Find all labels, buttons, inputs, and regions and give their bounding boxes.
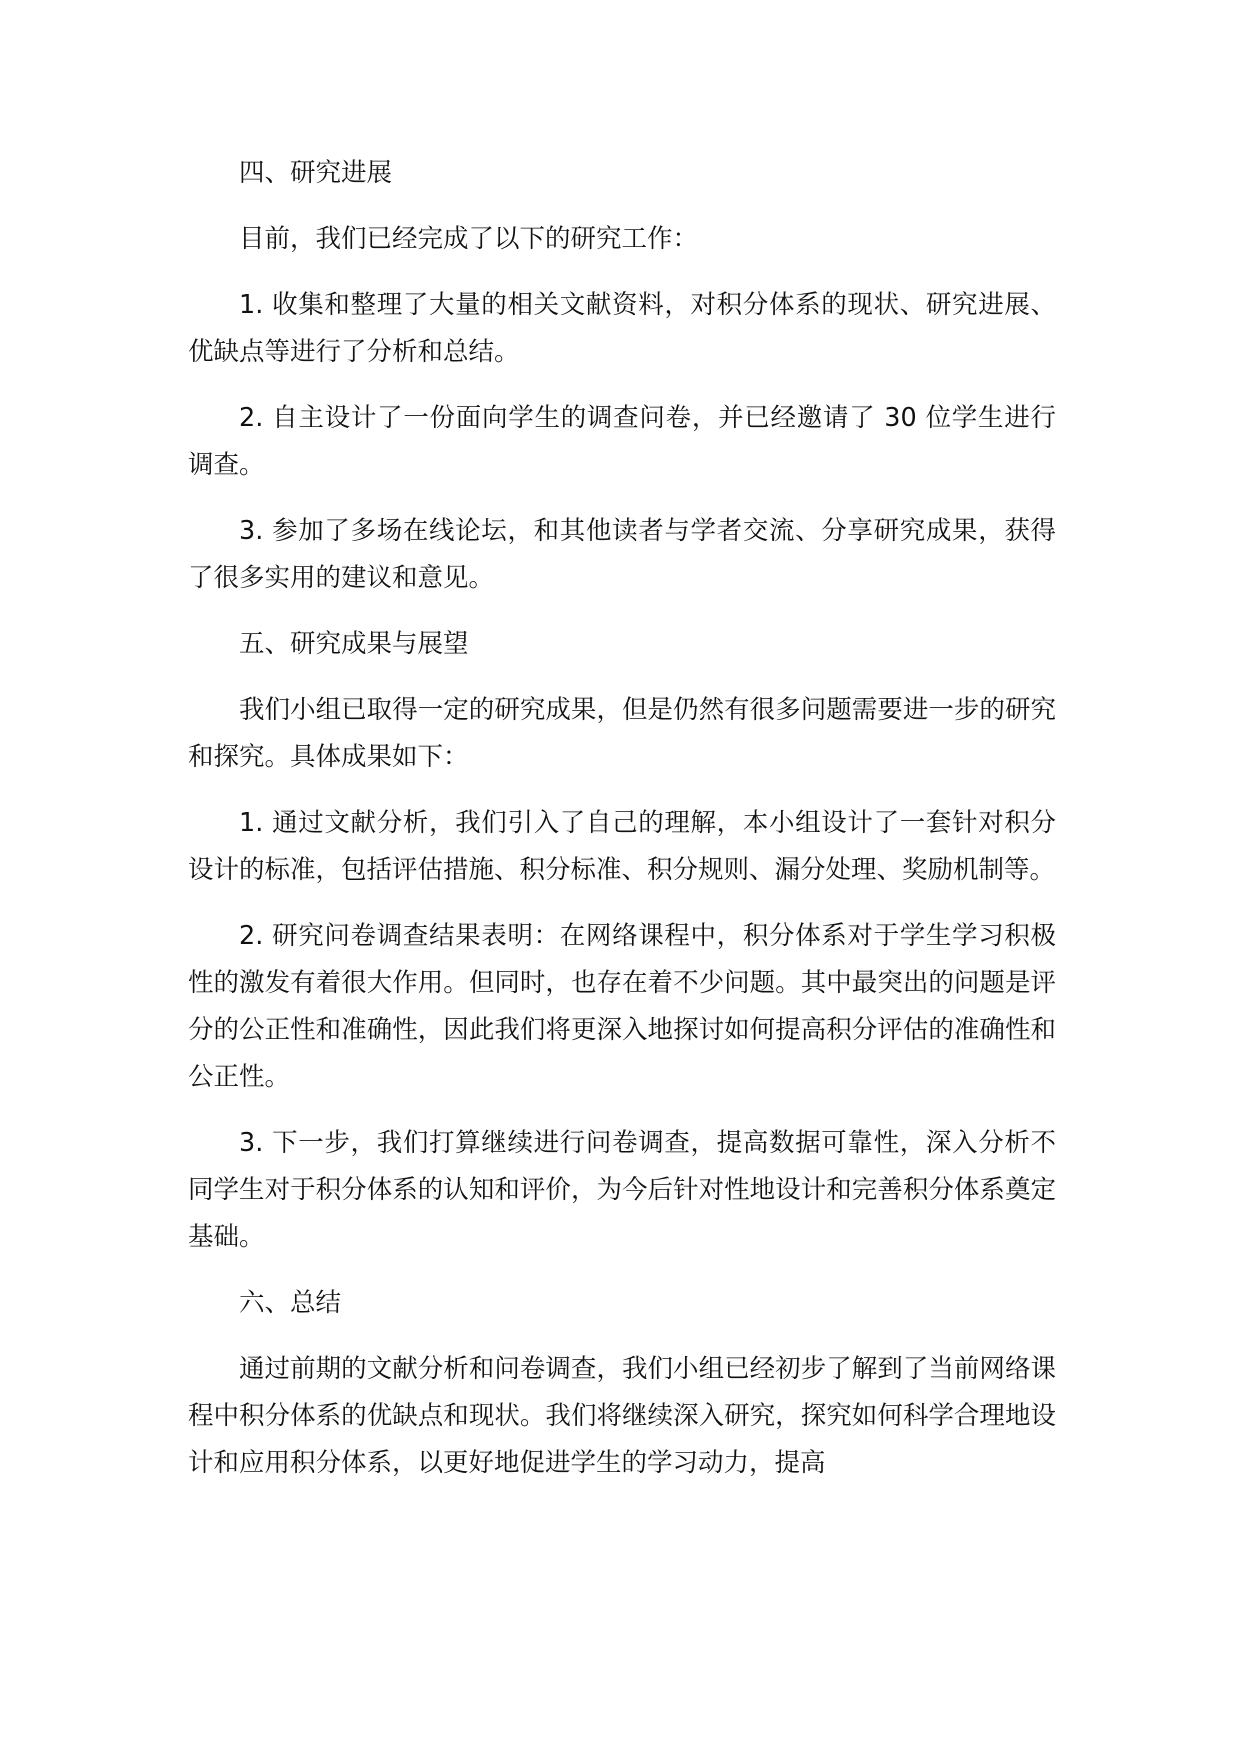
section-heading-summary: 六、总结	[239, 1288, 342, 1318]
paragraph-progress-item-3: 3. 参加了多场在线论坛，和其他读者与学者交流、分享研究成果，获得了很多实用的建议和意见。	[188, 516, 1056, 593]
paragraph-progress-intro: 目前，我们已经完成了以下的研究工作：	[239, 224, 699, 254]
section-heading-progress: 四、研究进展	[239, 158, 393, 188]
paragraph-progress-item-2: 2. 自主设计了一份面向学生的调查问卷，并已经邀请了 30 位学生进行调查。	[188, 403, 1056, 480]
paragraph-results-item-1: 1. 通过文献分析，我们引入了自己的理解，本小组设计了一套针对积分设计的标准，包括评估措施、积分标准、积分规则、漏分处理、奖励机制等。	[188, 808, 1056, 885]
paragraph-results-intro: 我们小组已取得一定的研究成果，但是仍然有很多问题需要进一步的研究和探究。具体成果如下：	[188, 695, 1056, 772]
paragraph-results-item-2: 2. 研究问卷调查结果表明：在网络课程中，积分体系对于学生学习积极性的激发有着很大作用。但同时，也存在着不少问题。其中最突出的问题是评分的公正性和准确性，因此我们将更深入地探讨如何提高积分评估的准确性和公正性。	[188, 921, 1056, 1092]
paragraph-progress-item-1: 1. 收集和整理了大量的相关文献资料，对积分体系的现状、研究进展、优缺点等进行了分析和总结。	[188, 290, 1056, 367]
paragraph-results-item-3: 3. 下一步，我们打算继续进行问卷调查，提高数据可靠性，深入分析不同学生对于积分体系的认知和评价，为今后针对性地设计和完善积分体系奠定基础。	[188, 1128, 1056, 1252]
paragraph-summary: 通过前期的文献分析和问卷调查，我们小组已经初步了解到了当前网络课程中积分体系的优缺点和现状。我们将继续深入研究，探究如何科学合理地设计和应用积分体系，以更好地促进学生的学习动力，提高	[188, 1354, 1056, 1478]
document-page	[188, 150, 1056, 1506]
section-heading-results: 五、研究成果与展望	[239, 629, 469, 659]
